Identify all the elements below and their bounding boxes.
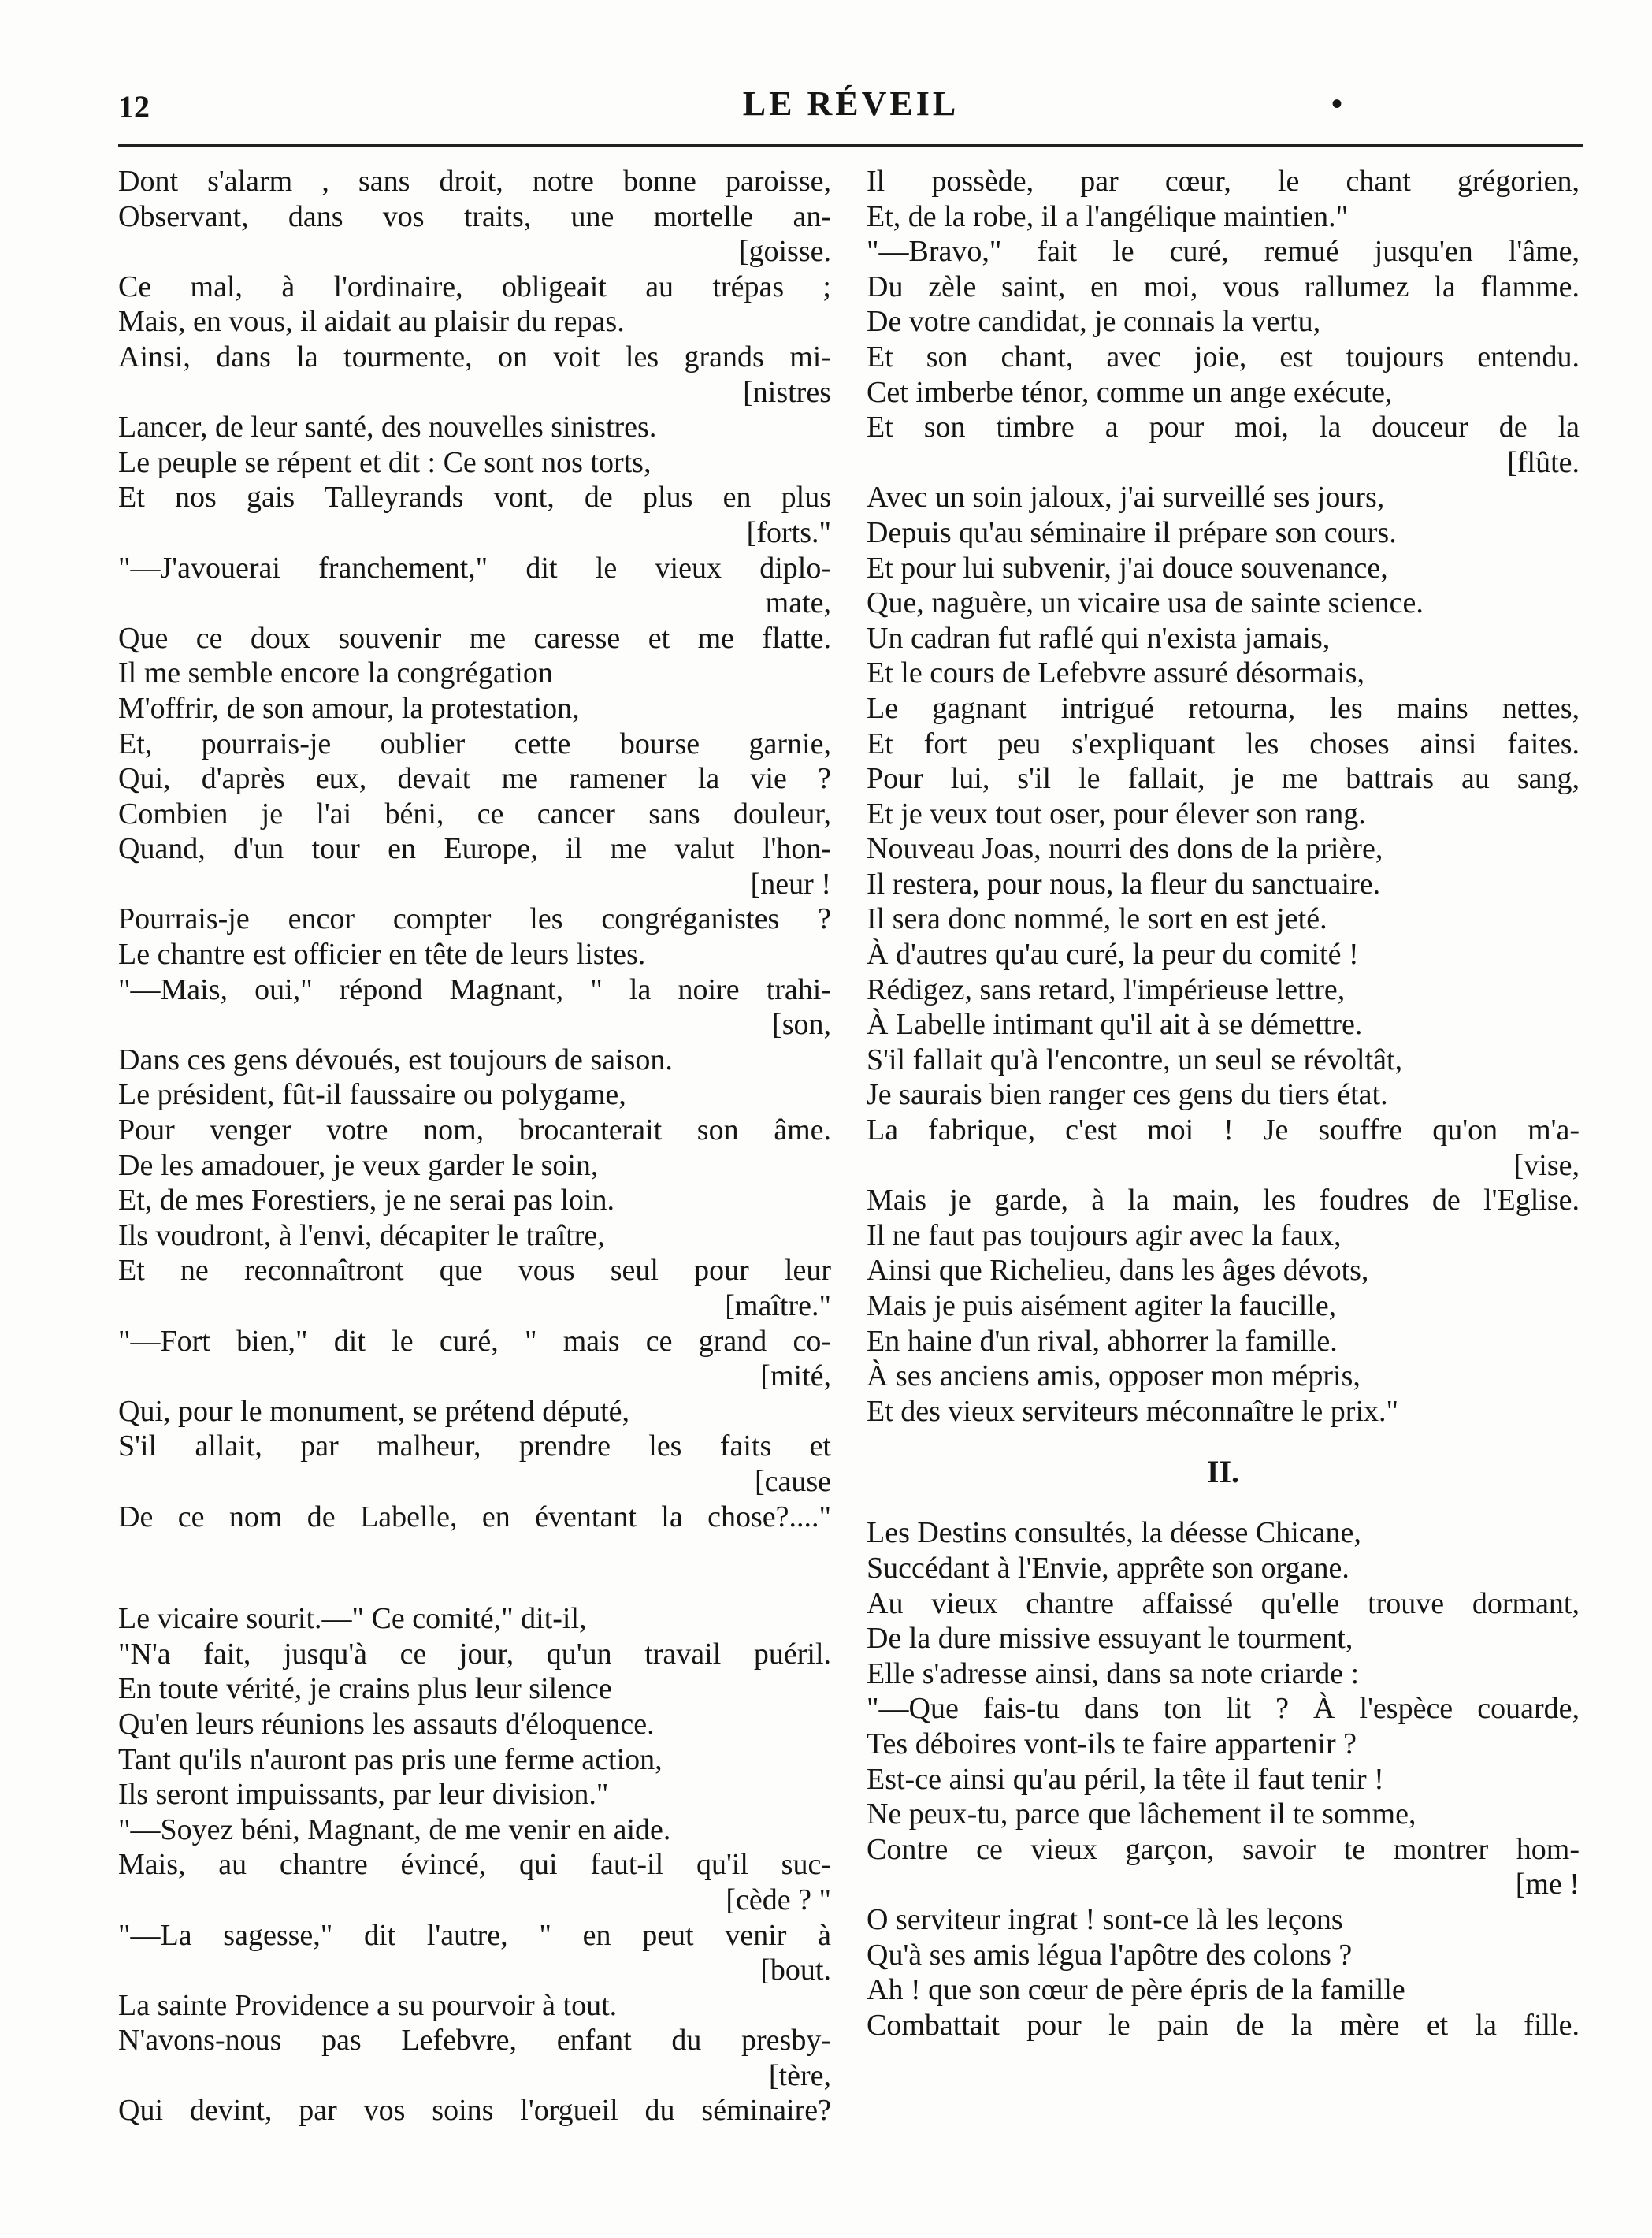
right-verse-block-1 — [867, 164, 1580, 1429]
verse-line: Rédigez, sans retard, l'impérieuse lettre, — [867, 972, 1346, 1006]
verse-line: Pour lui, s'il le fallait, je me battrais au sang, — [867, 762, 1580, 796]
verse-continuation: [neur ! — [750, 867, 831, 901]
verse-continuation: [forts." — [746, 515, 831, 549]
verse-line: Tant qu'ils n'auront pas pris une ferme action, — [118, 1742, 663, 1776]
verse-continuation: [me ! — [1515, 1868, 1580, 1902]
verse-continuation: [flûte. — [1507, 445, 1580, 479]
verse-line: Cet imberbe ténor, comme un ange exécute, — [867, 375, 1393, 409]
verse-line: Et nos gais Talleyrands vont, de plus en plus — [118, 481, 831, 515]
verse-line: Et son chant, avec joie, est toujours entendu. — [867, 340, 1580, 374]
verse-line: Tes déboires vont-ils te faire appartenir ? — [867, 1727, 1357, 1760]
verse-line: "—La sagesse," dit l'autre, " en peut venir à — [118, 1918, 831, 1952]
verse-line: S'il allait, par malheur, prendre les faits et — [118, 1429, 831, 1463]
verse-line: Et fort peu s'expliquant les choses ainsi faites. — [867, 727, 1580, 760]
verse-line: Et, de mes Forestiers, je ne serai pas loin. — [118, 1184, 615, 1218]
verse-line: Et, pourrais-je oublier cette bourse garnie, — [118, 727, 831, 760]
verse-line: "—Mais, oui," répond Magnant, " la noire trahi- — [118, 972, 831, 1006]
verse-line: Observant, dans vos traits, une mortelle an- — [118, 199, 831, 233]
verse-continuation: [mité, — [760, 1359, 831, 1393]
verse-line: Et des vieux serviteurs méconnaître le prix." — [867, 1394, 1399, 1428]
verse-line: Et pour lui subvenir, j'ai douce souvenance, — [867, 551, 1388, 585]
verse-line: Le peuple se répent et dit : Ce sont nos torts, — [118, 445, 652, 479]
verse-line: S'il fallait qu'à l'encontre, un seul se révoltât, — [867, 1043, 1403, 1076]
verse-line: Et, de la robe, il a l'angélique maintien." — [867, 199, 1349, 233]
verse-line: Ils voudront, à l'envi, décapiter le traître, — [118, 1218, 605, 1252]
verse-line: Ainsi que Richelieu, dans les âges dévots, — [867, 1254, 1369, 1288]
verse-line: Qui, d'après eux, devait me ramener la vie ? — [118, 762, 831, 796]
page-number: 12 — [118, 89, 150, 125]
verse-line: Est-ce ainsi qu'au péril, la tête il faut tenir ! — [867, 1762, 1384, 1796]
verse-line: "—Bravo," fait le curé, remué jusqu'en l'âme, — [867, 235, 1580, 269]
verse-line: Quand, d'un tour en Europe, il me valut l'hon- — [118, 832, 831, 866]
verse-line: Je saurais bien ranger ces gens du tiers état. — [867, 1078, 1388, 1112]
verse-line: Pour venger votre nom, brocanterait son âme. — [118, 1113, 831, 1147]
left-verse-block-2 — [118, 1601, 831, 2128]
verse-line: À Labelle intimant qu'il ait à se démettre. — [867, 1008, 1363, 1042]
verse-continuation: [tère, — [768, 2058, 831, 2092]
verse-line: En toute vérité, je crains plus leur silence — [118, 1672, 612, 1706]
verse-line: De la dure missive essuyant le tourment, — [867, 1622, 1353, 1656]
verse-line: "N'a fait, jusqu'à ce jour, qu'un travail puéril. — [118, 1637, 831, 1671]
left-verse-block-1 — [118, 164, 831, 1534]
verse-line: Et ne reconnaîtront que vous seul pour leur — [118, 1254, 831, 1288]
verse-line: "—Soyez béni, Magnant, de me venir en aide. — [118, 1812, 671, 1846]
verse-line: Un cadran fut raflé qui n'exista jamais, — [867, 621, 1331, 655]
verse-line: Du zèle saint, en moi, vous rallumez la flamme. — [867, 270, 1580, 303]
verse-line: Dans ces gens dévoués, est toujours de saison. — [118, 1043, 673, 1076]
verse-line: Pourrais-je encor compter les congréganistes ? — [118, 902, 831, 936]
verse-line: "—Fort bien," dit le curé, " mais ce grand co- — [118, 1324, 831, 1358]
verse-line: Il possède, par cœur, le chant grégorien, — [867, 165, 1580, 198]
stanza-gap — [118, 1534, 831, 1601]
verse-line: Elle s'adresse ainsi, dans sa note criarde : — [867, 1656, 1360, 1690]
verse-line: Il me semble encore la congrégation — [118, 656, 553, 690]
verse-line: Mais, en vous, il aidait au plaisir du repas. — [118, 305, 625, 339]
section-heading: II. — [1206, 1454, 1240, 1490]
verse-line: Il ne faut pas toujours agir avec la faux, — [867, 1218, 1342, 1252]
verse-line: Et le cours de Lefebvre assuré désormais, — [867, 656, 1365, 690]
verse-line: Qu'à ses amis légua l'apôtre des colons ? — [867, 1938, 1353, 1972]
verse-continuation: [vise, — [1513, 1148, 1580, 1182]
header-rule — [118, 144, 1583, 147]
verse-line: Ce mal, à l'ordinaire, obligeait au trépas ; — [118, 270, 831, 303]
verse-line: Dont s'alarm , sans droit, notre bonne paroisse, — [118, 165, 831, 198]
verse-line: Combien je l'ai béni, ce cancer sans douleur, — [118, 797, 831, 831]
verse-continuation: mate, — [765, 586, 831, 620]
verse-line: Mais je puis aisément agiter la faucille, — [867, 1289, 1337, 1322]
journal-title: LE RÉVEIL — [742, 84, 960, 123]
verse-continuation: [cède ? " — [726, 1883, 831, 1916]
verse-line: M'offrir, de son amour, la protestation, — [118, 691, 580, 725]
verse-line: Lancer, de leur santé, des nouvelles sinistres. — [118, 411, 657, 444]
verse-continuation: [goisse. — [738, 235, 831, 269]
verse-continuation: [son, — [772, 1008, 831, 1042]
verse-line: Qui devint, par vos soins l'orgueil du séminaire? — [118, 2094, 831, 2128]
verse-line: La fabrique, c'est moi ! Je souffre qu'on m'a- — [867, 1113, 1580, 1147]
verse-line: "—Que fais-tu dans ton lit ? À l'espèce couarde, — [867, 1692, 1580, 1726]
verse-line: De les amadouer, je veux garder le soin, — [118, 1148, 599, 1182]
verse-line: Le gagnant intrigué retourna, les mains nettes, — [867, 691, 1580, 725]
page-header — [118, 79, 1583, 134]
verse-continuation: [maître." — [725, 1289, 831, 1322]
verse-line: Ah ! que son cœur de père épris de la famille — [867, 1973, 1405, 2007]
verse-line: O serviteur ingrat ! sont-ce là les leçons — [867, 1902, 1343, 1936]
verse-line: Succédant à l'Envie, apprête son organe. — [867, 1551, 1349, 1585]
verse-line: Combattait pour le pain de la mère et la fille. — [867, 2008, 1580, 2042]
verse-line: Il sera donc nommé, le sort en est jeté. — [867, 902, 1327, 936]
verse-line: De votre candidat, je connais la vertu, — [867, 305, 1321, 339]
verse-continuation: [bout. — [760, 1954, 831, 1987]
verse-line: Depuis qu'au séminaire il prépare son cours. — [867, 515, 1397, 549]
header-mark: • — [1331, 86, 1343, 121]
verse-line: Au vieux chantre affaissé qu'elle trouve dormant, — [867, 1586, 1580, 1620]
verse-line: Le vicaire sourit.—" Ce comité," dit-il, — [118, 1602, 587, 1636]
verse-line: La sainte Providence a su pourvoir à tout. — [118, 1988, 618, 2022]
verse-continuation: [nistres — [743, 375, 831, 409]
verse-line: Le président, fût-il faussaire ou polygame, — [118, 1078, 626, 1112]
verse-line: Mais, au chantre évincé, qui faut-il qu'il suc- — [118, 1848, 831, 1882]
verse-line: Contre ce vieux garçon, savoir te montrer hom- — [867, 1832, 1580, 1866]
verse-line: Il restera, pour nous, la fleur du sanctuaire. — [867, 867, 1381, 901]
right-verse-block-2 — [867, 1515, 1580, 2043]
verse-line: Nouveau Joas, nourri des dons de la prière, — [867, 832, 1383, 866]
verse-line: Et je veux tout oser, pour élever son rang. — [867, 797, 1366, 831]
right-column — [867, 164, 1580, 2043]
verse-line: N'avons-nous pas Lefebvre, enfant du presby- — [118, 2024, 831, 2058]
verse-line: De ce nom de Labelle, en éventant la chose?...." — [118, 1500, 831, 1534]
verse-line: En haine d'un rival, abhorrer la famille. — [867, 1324, 1338, 1358]
verse-continuation: [cause — [754, 1464, 831, 1498]
verse-line: Les Destins consultés, la déesse Chicane, — [867, 1516, 1361, 1550]
verse-line: Qui, pour le monument, se prétend député, — [118, 1394, 630, 1428]
verse-line: Et son timbre a pour moi, la douceur de la — [867, 411, 1580, 444]
verse-line: Ainsi, dans la tourmente, on voit les grands mi- — [118, 340, 831, 374]
verse-line: Qu'en leurs réunions les assauts d'éloquence. — [118, 1707, 655, 1741]
verse-line: Que ce doux souvenir me caresse et me flatte. — [118, 621, 831, 655]
verse-line: Avec un soin jaloux, j'ai surveillé ses jours, — [867, 481, 1385, 515]
verse-line: À d'autres qu'au curé, la peur du comité ! — [867, 938, 1359, 972]
verse-line: Que, naguère, un vicaire usa de sainte science. — [867, 586, 1424, 620]
left-column — [118, 164, 831, 2128]
verse-line: Le chantre est officier en tête de leurs listes. — [118, 938, 646, 972]
verse-line: Ils seront impuissants, par leur division." — [118, 1778, 609, 1812]
verse-line: À ses anciens amis, opposer mon mépris, — [867, 1359, 1361, 1393]
verse-line: "—J'avouerai franchement," dit le vieux diplo- — [118, 551, 831, 585]
verse-line: Mais je garde, à la main, les foudres de l'Eglise. — [867, 1184, 1580, 1218]
verse-line: Ne peux-tu, parce que lâchement il te somme, — [867, 1797, 1416, 1831]
